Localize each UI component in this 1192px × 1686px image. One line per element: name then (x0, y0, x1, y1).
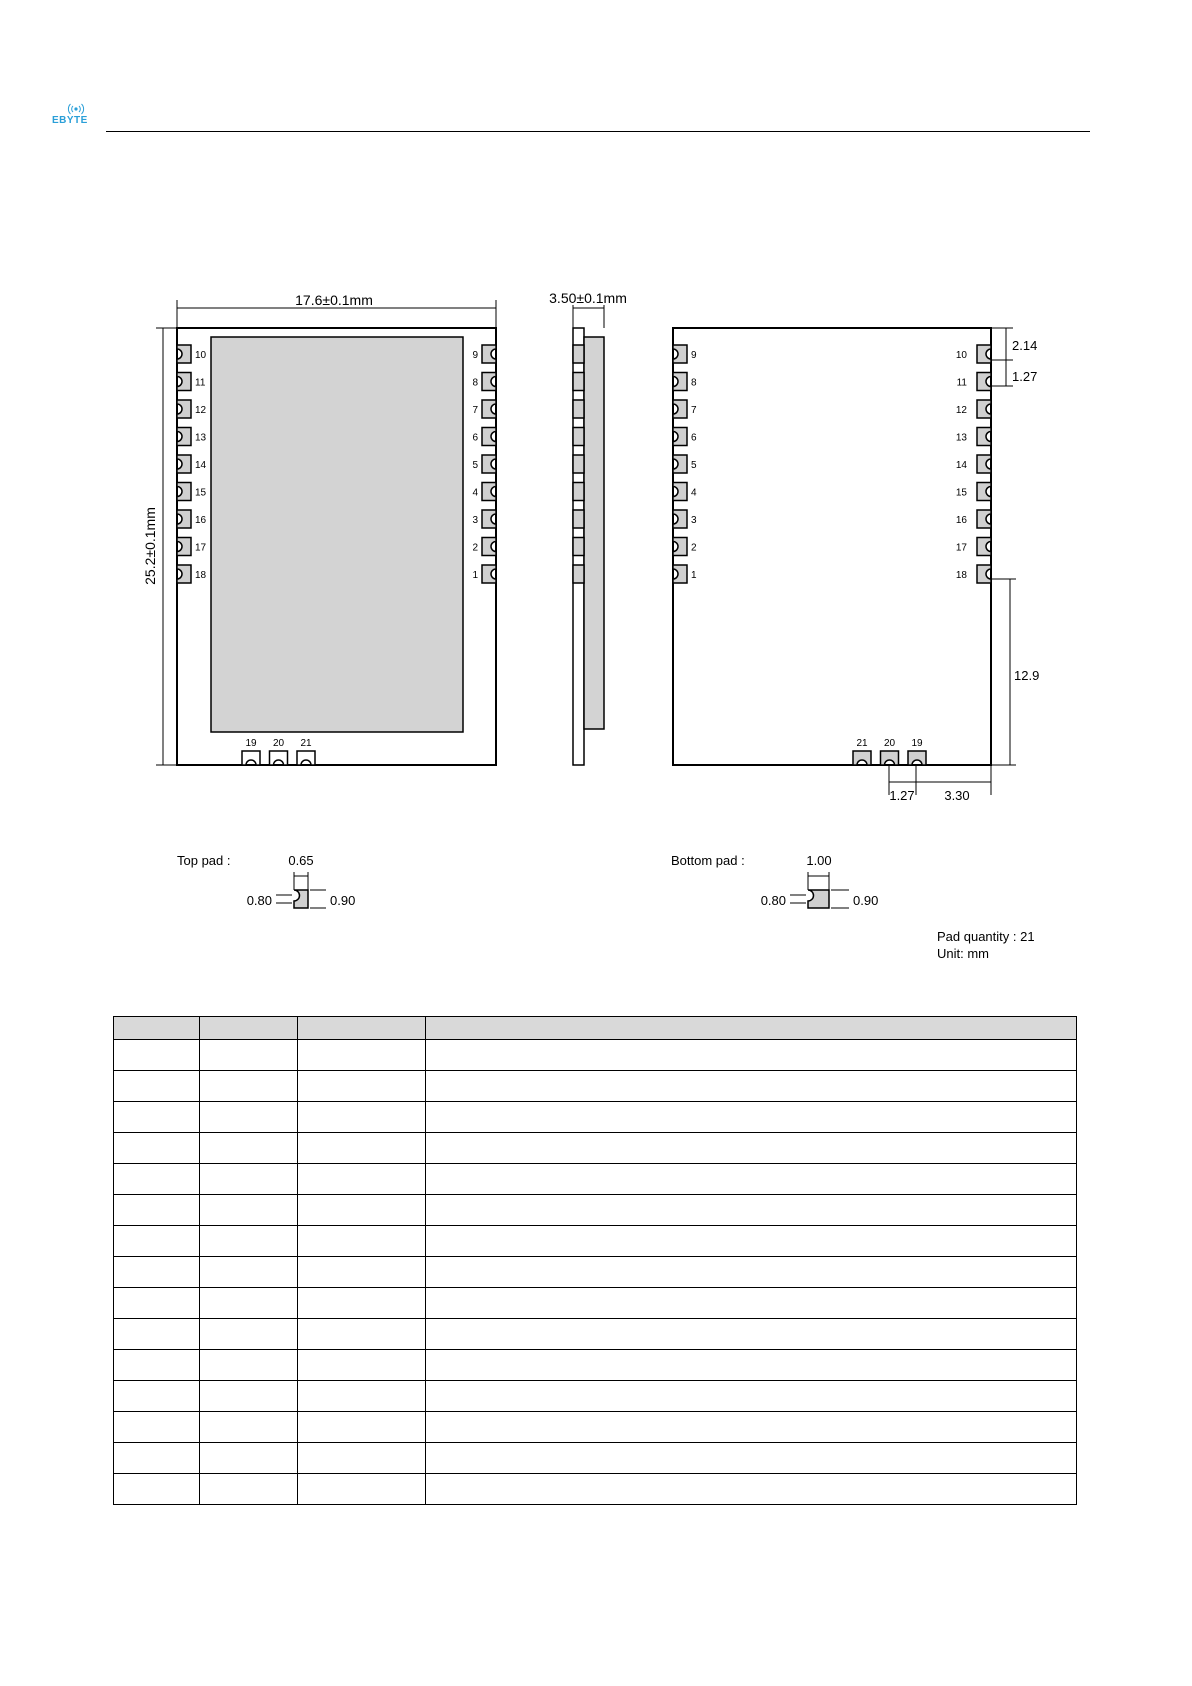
pin-number: 11 (195, 377, 206, 389)
table-cell (200, 1288, 298, 1319)
table-cell (200, 1319, 298, 1350)
pin-number: 16 (195, 515, 207, 526)
table-cell (200, 1381, 298, 1412)
table-cell (426, 1164, 1077, 1195)
table-row (114, 1195, 1077, 1226)
pin-number: 20 (272, 738, 285, 749)
pad (573, 345, 584, 363)
pad (573, 483, 584, 501)
bottom-pad-label: Bottom pad : (671, 853, 745, 868)
table-row (114, 1381, 1077, 1412)
table-header-row (114, 1017, 1077, 1040)
table-row (114, 1040, 1077, 1071)
pin-number: 10 (195, 350, 207, 361)
pin-number: 6 (472, 432, 478, 444)
table-row (114, 1071, 1077, 1102)
pad (573, 510, 584, 528)
table-cell (298, 1412, 426, 1443)
table-cell (200, 1040, 298, 1071)
pin-number: 17 (955, 542, 967, 554)
top-pad-height: 0.90 (330, 893, 356, 908)
table-cell (298, 1288, 426, 1319)
pad (573, 428, 584, 446)
table-header-cell (114, 1017, 200, 1040)
table-cell (298, 1257, 426, 1288)
width-label: 17.6±0.1mm (295, 292, 373, 308)
table-cell (426, 1319, 1077, 1350)
pin-number: 13 (955, 432, 967, 444)
pin-number: 4 (691, 487, 697, 499)
pad (573, 538, 584, 556)
top-view (142, 292, 496, 765)
dim-pitch-label: 1.27 (1012, 369, 1038, 384)
table-cell (298, 1319, 426, 1350)
table-cell (114, 1226, 200, 1257)
pin-number: 3 (472, 515, 478, 526)
pin-number: 19 (911, 738, 923, 749)
bottom-pad-height: 0.90 (853, 893, 879, 908)
table-row (114, 1288, 1077, 1319)
table-cell (426, 1102, 1077, 1133)
pin-number: 12 (955, 405, 967, 416)
bottom-view (673, 328, 1039, 803)
dim-bottom-label: 12.9 (1014, 668, 1040, 683)
table-row (114, 1319, 1077, 1350)
table-cell (114, 1133, 200, 1164)
table-cell (114, 1164, 200, 1195)
top-pad-width: 0.65 (288, 853, 314, 868)
table-cell (114, 1350, 200, 1381)
table-cell (200, 1164, 298, 1195)
table-cell (426, 1195, 1077, 1226)
table-cell (200, 1133, 298, 1164)
pin-number: 12 (195, 405, 207, 416)
table-cell (200, 1071, 298, 1102)
table-cell (114, 1071, 200, 1102)
pin-number: 15 (195, 487, 207, 499)
pad (573, 565, 584, 583)
thickness-label: 3.50±0.1mm (549, 290, 627, 306)
top-pad-shape (294, 890, 308, 908)
pin-number: 14 (955, 460, 967, 471)
pin-number: 1 (691, 570, 697, 581)
table-header-cell (426, 1017, 1077, 1040)
pin-number: 2 (691, 542, 697, 554)
pin-number: 11 (956, 377, 967, 389)
table-header-cell (200, 1017, 298, 1040)
table-row (114, 1102, 1077, 1133)
table-cell (200, 1350, 298, 1381)
unit-note: Unit: mm (937, 946, 989, 961)
bottom-pad-width: 1.00 (806, 853, 832, 868)
table-row (114, 1412, 1077, 1443)
table-cell (426, 1040, 1077, 1071)
bottom-pad-shape (808, 890, 829, 908)
pin-number: 6 (691, 432, 697, 444)
shield-side (584, 337, 604, 729)
table-cell (298, 1381, 426, 1412)
top-pad-gap: 0.80 (246, 893, 272, 908)
table-row (114, 1226, 1077, 1257)
pin-table (113, 1016, 1077, 1505)
table-cell (298, 1071, 426, 1102)
pin-number: 21 (856, 738, 868, 749)
table-cell (200, 1226, 298, 1257)
table-cell (426, 1350, 1077, 1381)
pad (573, 373, 584, 391)
table-cell (114, 1381, 200, 1412)
pin-number: 13 (195, 432, 207, 444)
table-cell (426, 1443, 1077, 1474)
table-row (114, 1133, 1077, 1164)
table-cell (114, 1288, 200, 1319)
table-row (114, 1164, 1077, 1195)
table-cell (426, 1071, 1077, 1102)
top-pad-detail (177, 853, 355, 908)
table-cell (114, 1102, 200, 1133)
table-row (114, 1350, 1077, 1381)
top-pad-label: Top pad : (177, 853, 231, 868)
table-row (114, 1257, 1077, 1288)
pin-number: 1 (472, 570, 478, 581)
dim-top-label: 2.14 (1012, 338, 1038, 353)
table-cell (426, 1226, 1077, 1257)
pin-number: 15 (955, 487, 967, 499)
dim-bottom-edge-label: 3.30 (944, 788, 970, 803)
table-row (114, 1443, 1077, 1474)
pin-number: 9 (472, 350, 478, 361)
table-header-cell (298, 1017, 426, 1040)
bottom-pad-gap: 0.80 (760, 893, 786, 908)
table-cell (200, 1412, 298, 1443)
table-cell (200, 1443, 298, 1474)
table-cell (426, 1381, 1077, 1412)
pin-number: 19 (245, 738, 257, 749)
pin-number: 5 (691, 460, 697, 471)
pin-number: 8 (472, 377, 478, 389)
pin-number: 8 (691, 377, 697, 389)
table-cell (426, 1133, 1077, 1164)
pad-quantity-note: Pad quantity : 21 (937, 929, 1035, 944)
pin-number: 4 (472, 487, 478, 499)
table-cell (426, 1257, 1077, 1288)
shield-can (211, 337, 463, 732)
table-cell (200, 1474, 298, 1505)
table-cell (200, 1257, 298, 1288)
height-label: 25.2±0.1mm (142, 507, 158, 585)
table-cell (200, 1195, 298, 1226)
table-cell (298, 1164, 426, 1195)
table-cell (114, 1443, 200, 1474)
pin-number: 10 (955, 350, 967, 361)
pad (573, 400, 584, 418)
pin-number: 21 (300, 738, 312, 749)
pin-number: 20 (883, 738, 896, 749)
pin-number: 7 (472, 405, 478, 416)
module-outline-bottom (673, 328, 991, 765)
pin-number: 2 (472, 542, 478, 554)
table-cell (298, 1350, 426, 1381)
table-cell (200, 1102, 298, 1133)
pad (573, 455, 584, 473)
table-cell (298, 1133, 426, 1164)
pin-number: 17 (195, 542, 207, 554)
table-cell (426, 1474, 1077, 1505)
dim-bottom-pitch-label: 1.27 (889, 788, 915, 803)
table-cell (114, 1257, 200, 1288)
table-cell (114, 1040, 200, 1071)
table-cell (114, 1474, 200, 1505)
table-cell (114, 1319, 200, 1350)
pin-number: 5 (472, 460, 478, 471)
table-row (114, 1474, 1077, 1505)
pin-number: 18 (955, 570, 967, 581)
pin-number: 18 (195, 570, 207, 581)
side-view (549, 290, 627, 765)
table-cell (114, 1412, 200, 1443)
table-cell (298, 1102, 426, 1133)
pin-number: 14 (195, 460, 207, 471)
bottom-pad-detail (671, 853, 878, 908)
brand-name: EBYTE (52, 115, 88, 126)
table-cell (298, 1195, 426, 1226)
table-cell (298, 1443, 426, 1474)
table-cell (298, 1226, 426, 1257)
pin-number: 3 (691, 515, 697, 526)
table-cell (298, 1474, 426, 1505)
table-cell (426, 1412, 1077, 1443)
table-cell (114, 1195, 200, 1226)
table-cell (298, 1040, 426, 1071)
pin-number: 9 (691, 350, 697, 361)
pin-number: 16 (955, 515, 967, 526)
table-cell (426, 1288, 1077, 1319)
pin-number: 7 (691, 405, 697, 416)
